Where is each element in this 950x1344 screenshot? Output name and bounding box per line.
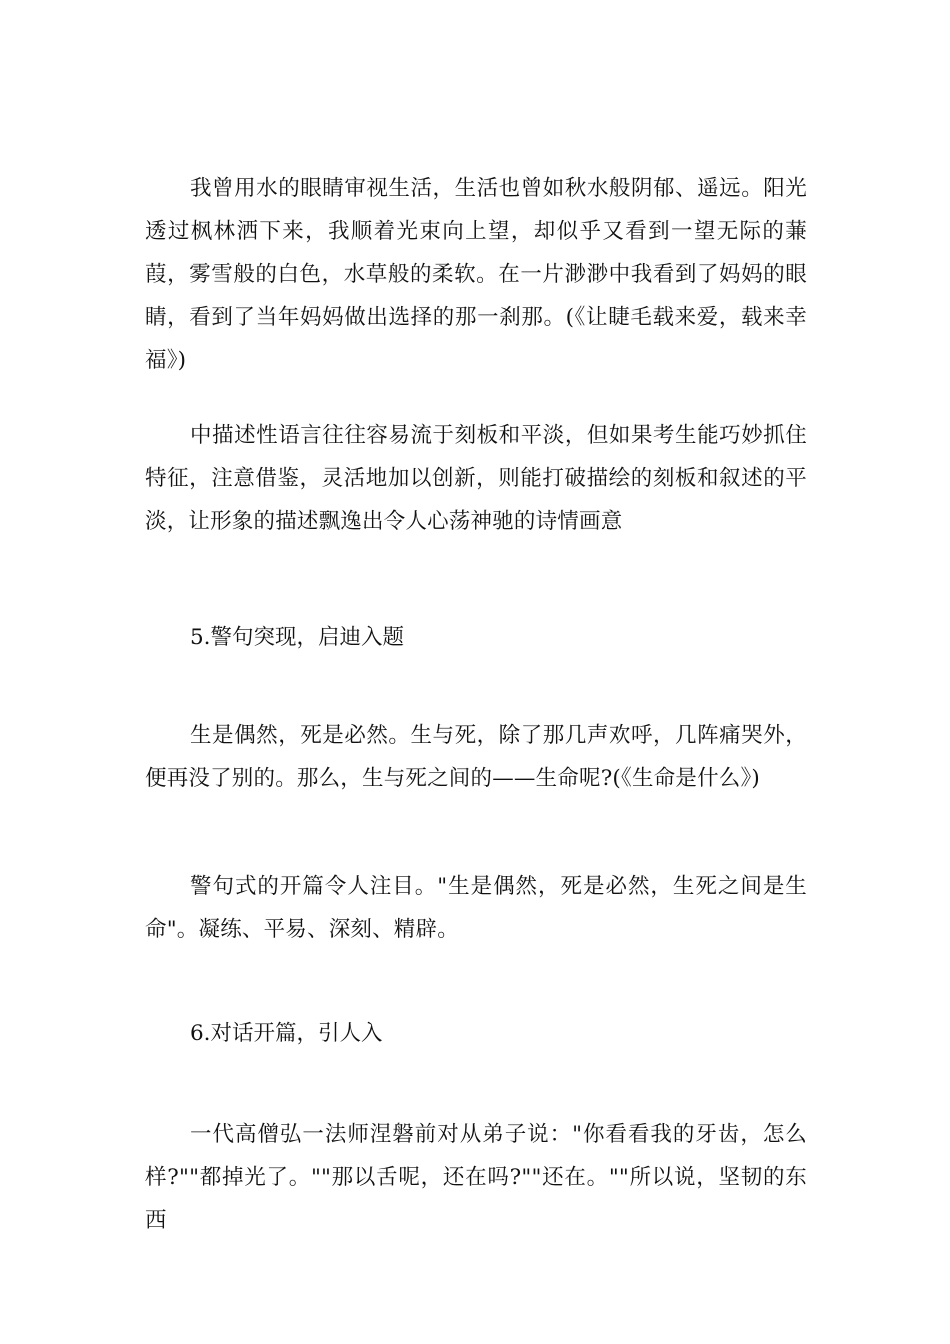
section-heading-6: 6.对话开篇，引人入 xyxy=(190,1021,383,1046)
section-heading-5: 5.警句突现，启迪入题 xyxy=(190,625,405,650)
paragraph-monk-dialogue: 一代高僧弘一法师涅磐前对从弟子说："你看看我的牙齿，怎么样?""都掉光了。""那以舌呢，还在吗?""还在。""所以说，坚韧的东西 xyxy=(145,1122,807,1233)
paragraph-life-and-death: 生是偶然，死是必然。生与死，除了那几声欢呼，几阵痛哭外，便再没了别的。那么，生与死之间的——生命呢?(《生命是什么》) xyxy=(145,723,807,791)
paragraph-descriptive-language: 中描述性语言往往容易流于刻板和平淡，但如果考生能巧妙抓住特征，注意借鉴，灵活地加以创新，则能打破描绘的刻板和叙述的平淡，让形象的描述飘逸出令人心荡神驰的诗情画意 xyxy=(145,423,807,534)
paragraph-mother-eyes: 我曾用水的眼睛审视生活，生活也曾如秋水般阴郁、遥远。阳光透过枫林洒下来，我顺着光束向上望，却似乎又看到一望无际的蒹葭，雾雪般的白色，水草般的柔软。在一片渺渺中我看到了妈妈的眼睛，看到了当年妈妈做出选择的那一刹那。(《让睫毛载来爱，载来幸福》) xyxy=(145,176,807,373)
paragraph-aphorism-comment: 警句式的开篇令人注目。"生是偶然，死是必然，生死之间是生命"。凝练、平易、深刻、精辟。 xyxy=(145,874,807,942)
